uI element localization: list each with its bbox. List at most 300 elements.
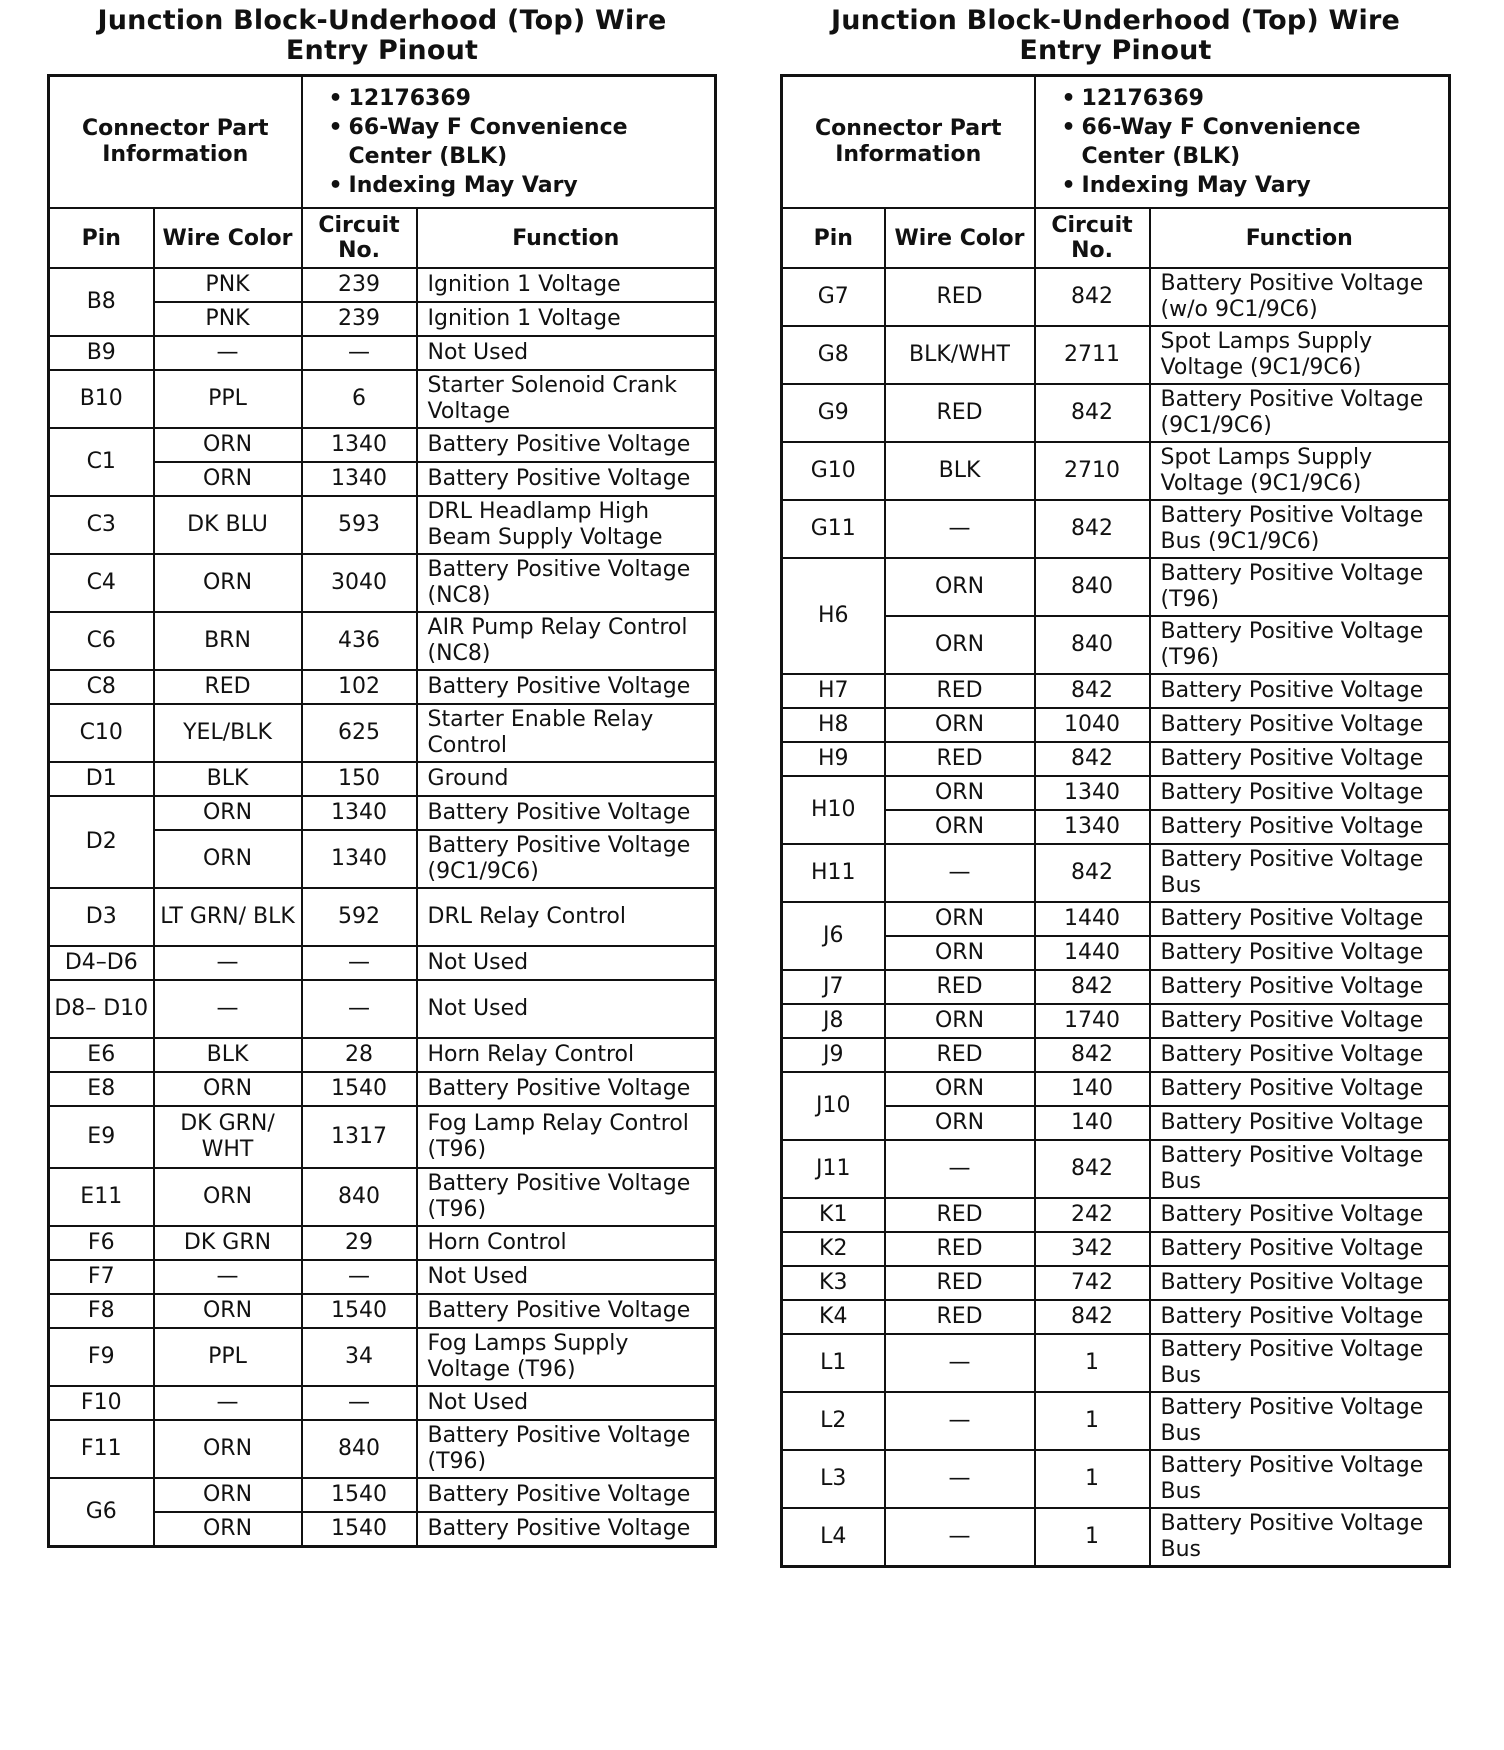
function-cell: Starter Solenoid Crank Voltage <box>417 370 716 428</box>
circuit-no-cell: 1540 <box>302 1294 417 1328</box>
pin-cell: F8 <box>49 1294 154 1328</box>
function-cell: Battery Positive Voltage <box>1150 1232 1450 1266</box>
function-cell: Battery Positive Voltage (9C1/9C6) <box>417 830 716 888</box>
connector-info-cell <box>1035 76 1450 209</box>
function-cell: Ignition 1 Voltage <box>417 302 716 336</box>
connector-type: • 66-Way F Convenience Center (BLK) <box>1068 113 1444 171</box>
function-cell: Battery Positive Voltage <box>417 1478 716 1512</box>
wire-color-cell: YEL/BLK <box>154 704 302 762</box>
pin-cell: F9 <box>49 1328 154 1386</box>
circuit-no-cell: 840 <box>1035 616 1150 674</box>
function-cell: Battery Positive Voltage <box>417 1512 716 1546</box>
pin-cell: G8 <box>782 326 885 384</box>
circuit-no-cell: 102 <box>302 670 417 704</box>
right-pinout-panel <box>780 6 1451 1568</box>
pin-cell: D1 <box>49 762 154 796</box>
circuit-no-cell: 1340 <box>302 428 417 462</box>
function-cell: Battery Positive Voltage <box>1150 1106 1450 1140</box>
table-row <box>49 946 716 980</box>
function-cell: Battery Positive Voltage Bus <box>1150 1508 1450 1566</box>
wire-color-cell: RED <box>885 742 1035 776</box>
pin-cell: J11 <box>782 1140 885 1198</box>
pin-cell: H11 <box>782 844 885 902</box>
function-cell: Battery Positive Voltage <box>1150 902 1450 936</box>
function-cell: Battery Positive Voltage <box>1150 708 1450 742</box>
function-cell: Horn Control <box>417 1226 716 1260</box>
circuit-no-cell: 1 <box>1035 1392 1150 1450</box>
wire-color-cell: ORN <box>885 776 1035 810</box>
table-row <box>782 742 1450 776</box>
table-row <box>49 1106 716 1168</box>
circuit-no-cell: 239 <box>302 268 417 302</box>
connector-info-cell <box>302 76 716 209</box>
wire-color-cell: ORN <box>154 462 302 496</box>
pin-cell: L4 <box>782 1508 885 1566</box>
pin-cell: H8 <box>782 708 885 742</box>
function-cell: Battery Positive Voltage <box>1150 1004 1450 1038</box>
circuit-no-cell: 242 <box>1035 1198 1150 1232</box>
table-row <box>49 370 716 428</box>
function-cell: Starter Enable Relay Control <box>417 704 716 762</box>
function-cell: Battery Positive Voltage <box>417 1294 716 1328</box>
function-cell: Battery Positive Voltage (9C1/9C6) <box>1150 384 1450 442</box>
wire-color-cell: RED <box>885 674 1035 708</box>
wire-color-cell: BLK <box>154 762 302 796</box>
function-cell: Battery Positive Voltage Bus <box>1150 844 1450 902</box>
wire-color-cell: ORN <box>885 936 1035 970</box>
function-cell: Battery Positive Voltage (T96) <box>1150 616 1450 674</box>
function-cell: Battery Positive Voltage <box>417 462 716 496</box>
wire-color-cell: — <box>154 1260 302 1294</box>
pin-cell: E11 <box>49 1168 154 1226</box>
connector-type: • 66-Way F Convenience Center (BLK) <box>335 113 710 171</box>
table-row <box>49 1478 716 1512</box>
pin-cell: C8 <box>49 670 154 704</box>
wire-color-cell: RED <box>154 670 302 704</box>
table-row <box>49 428 716 462</box>
circuit-no-cell: 150 <box>302 762 417 796</box>
circuit-no-cell: 593 <box>302 496 417 554</box>
wire-color-cell: ORN <box>154 428 302 462</box>
function-cell: Battery Positive Voltage <box>1150 810 1450 844</box>
circuit-no-cell: 29 <box>302 1226 417 1260</box>
left-pinout-panel <box>47 6 717 1548</box>
pin-cell: L3 <box>782 1450 885 1508</box>
wire-color-cell: — <box>885 500 1035 558</box>
pinout-rows <box>49 268 716 1546</box>
circuit-no-cell: 1 <box>1035 1450 1150 1508</box>
connector-info-list <box>307 82 710 202</box>
circuit-no-cell: 1440 <box>1035 902 1150 936</box>
circuit-no-cell: — <box>302 336 417 370</box>
wire-color-cell: PNK <box>154 302 302 336</box>
wire-color-cell: RED <box>885 1232 1035 1266</box>
circuit-no-cell: 1317 <box>302 1106 417 1168</box>
wire-color-cell: PPL <box>154 1328 302 1386</box>
function-cell: Spot Lamps Supply Voltage (9C1/9C6) <box>1150 442 1450 500</box>
pin-cell: E8 <box>49 1072 154 1106</box>
title-line-2: Entry Pinout <box>285 35 479 66</box>
wire-color-cell: BRN <box>154 612 302 670</box>
pinout-rows <box>782 268 1450 1566</box>
function-cell: Fog Lamps Supply Voltage (T96) <box>417 1328 716 1386</box>
wire-color-cell: — <box>885 1392 1035 1450</box>
function-cell: Not Used <box>417 1260 716 1294</box>
wire-color-cell: ORN <box>154 1168 302 1226</box>
pin-cell: G10 <box>782 442 885 500</box>
circuit-no-cell: 1 <box>1035 1334 1150 1392</box>
wire-color-cell: ORN <box>885 1072 1035 1106</box>
table-row <box>49 1226 716 1260</box>
circuit-no-cell: 28 <box>302 1038 417 1072</box>
circuit-no-cell: 1440 <box>1035 936 1150 970</box>
table-row <box>49 1328 716 1386</box>
circuit-no-cell: 1340 <box>302 830 417 888</box>
circuit-no-cell: 742 <box>1035 1266 1150 1300</box>
pin-cell: C10 <box>49 704 154 762</box>
table-row <box>49 704 716 762</box>
pin-cell: B9 <box>49 336 154 370</box>
wire-color-cell: — <box>154 946 302 980</box>
function-cell: Battery Positive Voltage (T96) <box>417 1420 716 1478</box>
circuit-no-cell: 140 <box>1035 1072 1150 1106</box>
panel-title <box>780 6 1451 66</box>
function-cell: Battery Positive Voltage <box>417 428 716 462</box>
table-row <box>782 1508 1450 1566</box>
pin-cell: H6 <box>782 558 885 674</box>
circuit-no-cell: 840 <box>302 1420 417 1478</box>
pin-cell: G11 <box>782 500 885 558</box>
connector-part-number: • 12176369 <box>1068 84 1444 113</box>
pin-cell: F6 <box>49 1226 154 1260</box>
function-cell: Battery Positive Voltage Bus <box>1150 1392 1450 1450</box>
table-row <box>782 442 1450 500</box>
table-row <box>782 326 1450 384</box>
header-circuit-no: Circuit No. <box>1035 208 1150 268</box>
circuit-no-cell: 842 <box>1035 742 1150 776</box>
circuit-no-cell: 842 <box>1035 268 1150 326</box>
circuit-no-cell: 842 <box>1035 844 1150 902</box>
function-cell: Battery Positive Voltage (T96) <box>1150 558 1450 616</box>
pin-cell: C4 <box>49 554 154 612</box>
wire-color-cell: DK GRN/ WHT <box>154 1106 302 1168</box>
function-cell: AIR Pump Relay Control (NC8) <box>417 612 716 670</box>
wire-color-cell: — <box>885 1140 1035 1198</box>
wire-color-cell: ORN <box>154 830 302 888</box>
wire-color-cell: ORN <box>885 558 1035 616</box>
table-row <box>782 776 1450 810</box>
pin-cell: D8– D10 <box>49 980 154 1038</box>
header-wire-color: Wire Color <box>885 208 1035 268</box>
function-cell: Not Used <box>417 336 716 370</box>
function-cell: Ignition 1 Voltage <box>417 268 716 302</box>
wire-color-cell: RED <box>885 1038 1035 1072</box>
wire-color-cell: — <box>885 1450 1035 1508</box>
function-cell: Battery Positive Voltage <box>1150 1300 1450 1334</box>
function-cell: Battery Positive Voltage <box>1150 674 1450 708</box>
header-function: Function <box>1150 208 1450 268</box>
pin-cell: G6 <box>49 1478 154 1546</box>
wire-color-cell: ORN <box>154 796 302 830</box>
pin-cell: H7 <box>782 674 885 708</box>
pin-cell: J10 <box>782 1072 885 1140</box>
table-row <box>49 670 716 704</box>
table-row <box>782 1266 1450 1300</box>
table-row <box>782 1450 1450 1508</box>
circuit-no-cell: 2710 <box>1035 442 1150 500</box>
title-line-2: Entry Pinout <box>1019 35 1212 66</box>
pin-cell: K4 <box>782 1300 885 1334</box>
pin-cell: F11 <box>49 1420 154 1478</box>
wire-color-cell: ORN <box>885 1106 1035 1140</box>
circuit-no-cell: 1540 <box>302 1072 417 1106</box>
column-header-row <box>49 208 716 268</box>
wire-color-cell: ORN <box>154 1420 302 1478</box>
wire-color-cell: BLK/WHT <box>885 326 1035 384</box>
table-row <box>782 1232 1450 1266</box>
wire-color-cell: — <box>154 336 302 370</box>
table-row <box>49 1386 716 1420</box>
circuit-no-cell: 1340 <box>302 462 417 496</box>
circuit-no-cell: 2711 <box>1035 326 1150 384</box>
pinout-table <box>780 74 1451 1568</box>
function-cell: Battery Positive Voltage <box>417 1072 716 1106</box>
circuit-no-cell: 840 <box>1035 558 1150 616</box>
title-line-1: Junction Block-Underhood (Top) Wire <box>97 5 667 36</box>
table-row <box>782 844 1450 902</box>
pin-cell: E6 <box>49 1038 154 1072</box>
function-cell: Battery Positive Voltage <box>1150 936 1450 970</box>
pin-cell: D2 <box>49 796 154 888</box>
function-cell: Battery Positive Voltage <box>1150 776 1450 810</box>
pin-cell: G7 <box>782 268 885 326</box>
table-row <box>782 1004 1450 1038</box>
function-cell: Battery Positive Voltage Bus (9C1/9C6) <box>1150 500 1450 558</box>
circuit-no-cell: 842 <box>1035 674 1150 708</box>
function-cell: Battery Positive Voltage (NC8) <box>417 554 716 612</box>
connector-indexing-note: • Indexing May Vary <box>335 171 710 200</box>
function-cell: Battery Positive Voltage <box>1150 1038 1450 1072</box>
table-row <box>782 500 1450 558</box>
circuit-no-cell: 6 <box>302 370 417 428</box>
wire-color-cell: — <box>154 980 302 1038</box>
connector-label: Connector Part Information <box>49 76 302 209</box>
function-cell: Horn Relay Control <box>417 1038 716 1072</box>
wire-color-cell: — <box>154 1386 302 1420</box>
pin-cell: K1 <box>782 1198 885 1232</box>
table-row <box>49 1420 716 1478</box>
header-pin: Pin <box>49 208 154 268</box>
function-cell: Spot Lamps Supply Voltage (9C1/9C6) <box>1150 326 1450 384</box>
table-row <box>49 762 716 796</box>
table-row <box>49 888 716 946</box>
circuit-no-cell: 3040 <box>302 554 417 612</box>
circuit-no-cell: 842 <box>1035 384 1150 442</box>
function-cell: Battery Positive Voltage <box>1150 1266 1450 1300</box>
wire-color-cell: BLK <box>154 1038 302 1072</box>
circuit-no-cell: 342 <box>1035 1232 1150 1266</box>
pin-cell: J9 <box>782 1038 885 1072</box>
table-row <box>782 1334 1450 1392</box>
panel-title <box>47 6 717 66</box>
circuit-no-cell: 842 <box>1035 1300 1150 1334</box>
pin-cell: K2 <box>782 1232 885 1266</box>
wire-color-cell: — <box>885 1508 1035 1566</box>
pin-cell: C1 <box>49 428 154 496</box>
circuit-no-cell: 840 <box>302 1168 417 1226</box>
table-row <box>782 1038 1450 1072</box>
circuit-no-cell: 842 <box>1035 1038 1150 1072</box>
function-cell: Not Used <box>417 1386 716 1420</box>
function-cell: Battery Positive Voltage Bus <box>1150 1450 1450 1508</box>
table-row <box>49 554 716 612</box>
header-pin: Pin <box>782 208 885 268</box>
title-line-1: Junction Block-Underhood (Top) Wire <box>831 5 1400 36</box>
circuit-no-cell: 842 <box>1035 970 1150 1004</box>
circuit-no-cell: 140 <box>1035 1106 1150 1140</box>
function-cell: Battery Positive Voltage Bus <box>1150 1140 1450 1198</box>
function-cell: Battery Positive Voltage <box>1150 970 1450 1004</box>
wire-color-cell: ORN <box>154 1512 302 1546</box>
table-row <box>782 384 1450 442</box>
circuit-no-cell: 842 <box>1035 1140 1150 1198</box>
function-cell: Battery Positive Voltage (T96) <box>417 1168 716 1226</box>
wire-color-cell: PPL <box>154 370 302 428</box>
function-cell: Battery Positive Voltage <box>417 670 716 704</box>
wire-color-cell: RED <box>885 1300 1035 1334</box>
wire-color-cell: — <box>885 844 1035 902</box>
circuit-no-cell: 34 <box>302 1328 417 1386</box>
table-row <box>782 708 1450 742</box>
header-circuit-no: Circuit No. <box>302 208 417 268</box>
circuit-no-cell: 1340 <box>1035 810 1150 844</box>
wire-color-cell: RED <box>885 1198 1035 1232</box>
wire-color-cell: ORN <box>885 1004 1035 1038</box>
table-row <box>782 674 1450 708</box>
pin-cell: H9 <box>782 742 885 776</box>
circuit-no-cell: 1340 <box>1035 776 1150 810</box>
wire-color-cell: RED <box>885 1266 1035 1300</box>
table-row <box>49 1260 716 1294</box>
connector-info-row <box>782 76 1450 209</box>
circuit-no-cell: 436 <box>302 612 417 670</box>
pin-cell: L2 <box>782 1392 885 1450</box>
pin-cell: C6 <box>49 612 154 670</box>
pin-cell: L1 <box>782 1334 885 1392</box>
wire-color-cell: ORN <box>885 810 1035 844</box>
connector-label: Connector Part Information <box>782 76 1035 209</box>
wire-color-cell: ORN <box>154 1478 302 1512</box>
circuit-no-cell: — <box>302 980 417 1038</box>
function-cell: Not Used <box>417 980 716 1038</box>
table-row <box>782 1140 1450 1198</box>
pin-cell: K3 <box>782 1266 885 1300</box>
pin-cell: J8 <box>782 1004 885 1038</box>
wire-color-cell: ORN <box>154 1294 302 1328</box>
connector-part-number: • 12176369 <box>335 84 710 113</box>
pin-cell: G9 <box>782 384 885 442</box>
pin-cell: H10 <box>782 776 885 844</box>
pin-cell: F10 <box>49 1386 154 1420</box>
wire-color-cell: ORN <box>154 554 302 612</box>
header-wire-color: Wire Color <box>154 208 302 268</box>
table-row <box>49 1038 716 1072</box>
table-row <box>782 268 1450 326</box>
wire-color-cell: DK BLU <box>154 496 302 554</box>
table-row <box>49 612 716 670</box>
wire-color-cell: ORN <box>885 902 1035 936</box>
table-row <box>782 970 1450 1004</box>
wire-color-cell: — <box>885 1334 1035 1392</box>
function-cell: Battery Positive Voltage (w/o 9C1/9C6) <box>1150 268 1450 326</box>
circuit-no-cell: 1740 <box>1035 1004 1150 1038</box>
wire-color-cell: ORN <box>885 616 1035 674</box>
table-row <box>782 1392 1450 1450</box>
circuit-no-cell: 1540 <box>302 1512 417 1546</box>
pinout-table <box>47 74 717 1548</box>
pin-cell: D3 <box>49 888 154 946</box>
function-cell: Battery Positive Voltage Bus <box>1150 1334 1450 1392</box>
function-cell: Ground <box>417 762 716 796</box>
circuit-no-cell: — <box>302 1260 417 1294</box>
wire-color-cell: PNK <box>154 268 302 302</box>
wire-color-cell: ORN <box>885 708 1035 742</box>
circuit-no-cell: 1340 <box>302 796 417 830</box>
pin-cell: E9 <box>49 1106 154 1168</box>
circuit-no-cell: — <box>302 1386 417 1420</box>
table-row <box>49 496 716 554</box>
table-row <box>49 1294 716 1328</box>
wire-color-cell: DK GRN <box>154 1226 302 1260</box>
function-cell: Not Used <box>417 946 716 980</box>
wire-color-cell: RED <box>885 970 1035 1004</box>
circuit-no-cell: 1040 <box>1035 708 1150 742</box>
pin-cell: J7 <box>782 970 885 1004</box>
table-row <box>782 1300 1450 1334</box>
wire-color-cell: RED <box>885 384 1035 442</box>
function-cell: Battery Positive Voltage <box>1150 742 1450 776</box>
wire-color-cell: LT GRN/ BLK <box>154 888 302 946</box>
table-row <box>782 1198 1450 1232</box>
pin-cell: B8 <box>49 268 154 336</box>
header-function: Function <box>417 208 716 268</box>
column-header-row <box>782 208 1450 268</box>
pin-cell: F7 <box>49 1260 154 1294</box>
circuit-no-cell: 842 <box>1035 500 1150 558</box>
pin-cell: C3 <box>49 496 154 554</box>
connector-info-list <box>1040 82 1444 202</box>
table-row <box>49 980 716 1038</box>
circuit-no-cell: 1 <box>1035 1508 1150 1566</box>
table-row <box>49 796 716 830</box>
table-row <box>782 902 1450 936</box>
connector-info-row <box>49 76 716 209</box>
circuit-no-cell: 239 <box>302 302 417 336</box>
table-row <box>49 1072 716 1106</box>
table-row <box>49 1168 716 1226</box>
pin-cell: J6 <box>782 902 885 970</box>
table-row <box>782 1072 1450 1106</box>
function-cell: Battery Positive Voltage <box>1150 1198 1450 1232</box>
table-row <box>782 558 1450 616</box>
circuit-no-cell: — <box>302 946 417 980</box>
wire-color-cell: ORN <box>154 1072 302 1106</box>
wire-color-cell: RED <box>885 268 1035 326</box>
pin-cell: D4–D6 <box>49 946 154 980</box>
function-cell: Battery Positive Voltage <box>417 796 716 830</box>
table-row <box>49 268 716 302</box>
function-cell: Fog Lamp Relay Control (T96) <box>417 1106 716 1168</box>
